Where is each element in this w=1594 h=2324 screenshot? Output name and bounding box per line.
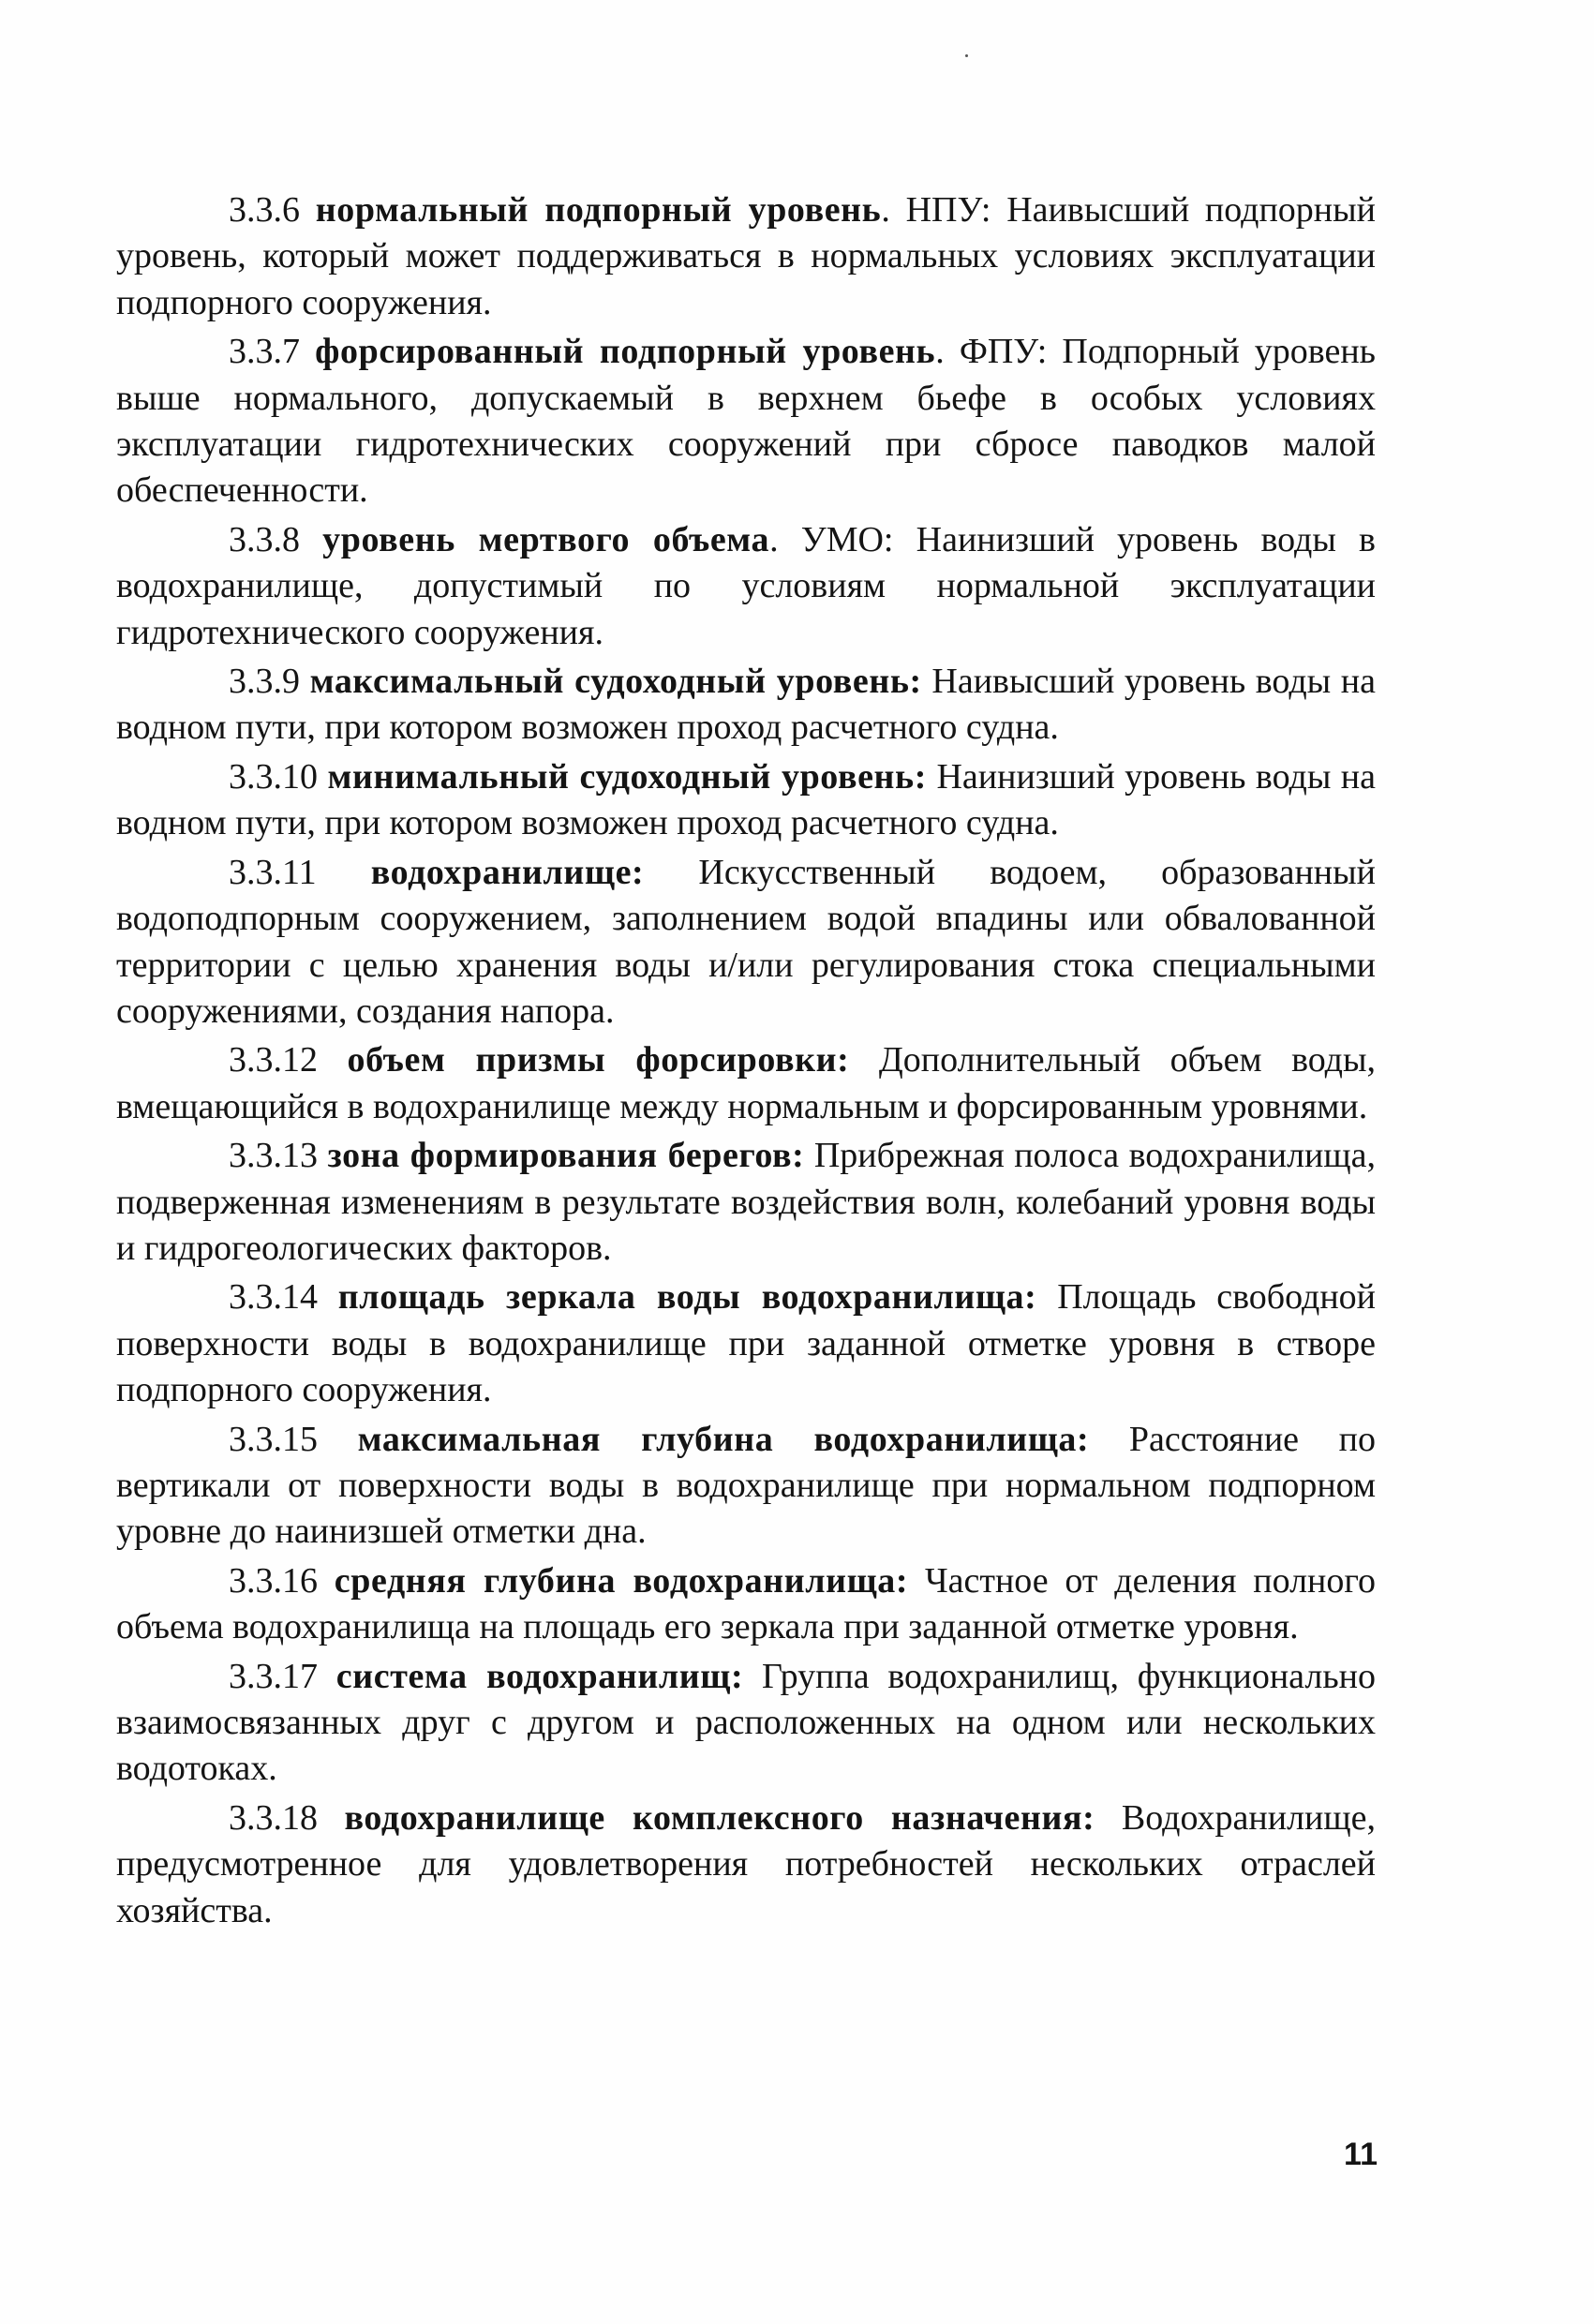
definition-entry <box>116 1417 1376 1556</box>
entry-abbreviation: НПУ: <box>905 190 991 230</box>
entry-definition: Искусственный водоем, образованный водоподпорным сооружением, заполнением водой впадины или обвалованной территории с целью хранения воды и/или регулирования стока специальными сооружениями, создания напора. <box>116 852 1376 1031</box>
entry-separator: . <box>881 190 906 230</box>
entry-number: 3.3.7 <box>229 332 300 372</box>
definition-entry <box>116 1274 1376 1413</box>
entry-number: 3.3.17 <box>229 1656 318 1696</box>
entry-number: 3.3.6 <box>229 190 300 230</box>
entry-definition: Расстояние по вертикали от поверхности воды в водохранилище при нормальном подпорном уровне до наинизшей отметки дна. <box>116 1419 1376 1552</box>
entry-definition: Наивысший уровень воды на водном пути, при котором возможен проход расчетного судна. <box>116 662 1377 748</box>
entry-definition: Водохранилище, предусмотренное для удовлетворения потребностей нескольких отраслей хозяйства. <box>116 1797 1376 1930</box>
entry-term: площадь зеркала воды водохранилища: <box>337 1277 1037 1318</box>
entry-abbreviation: УМО: <box>800 519 894 559</box>
entry-term: максимальная глубина водохранилища: <box>357 1419 1090 1459</box>
entry-number: 3.3.13 <box>229 1136 318 1176</box>
entry-number: 3.3.8 <box>229 519 300 559</box>
definition-entry <box>116 850 1376 1035</box>
definition-entry <box>116 1133 1376 1272</box>
entry-definition: Частное от деления полного объема водохранилища на площадь его зеркала при заданной отметке уровня. <box>116 1560 1377 1647</box>
entry-abbreviation: ФПУ: <box>959 332 1048 372</box>
entry-term: система водохранилищ: <box>335 1656 744 1696</box>
entry-separator: . <box>769 519 801 559</box>
entry-definition: Наинизший уровень воды в водохранилище, допустимый по условиям нормальной эксплуатации гидротехнического сооружения. <box>116 519 1377 652</box>
entry-term: уровень мертвого объема <box>322 519 770 559</box>
entry-number: 3.3.12 <box>229 1040 318 1080</box>
definitions-text <box>116 187 1376 1937</box>
entry-term: водохранилище комплексного назначения: <box>344 1797 1095 1838</box>
entry-term: средняя глубина водохранилища: <box>334 1560 909 1601</box>
definition-entry <box>116 1037 1376 1130</box>
entry-definition: Прибрежная полоса водохранилища, подверженная изменениям в результате воздействия волн, колебаний уровня воды и гидрогеологических факторов. <box>116 1136 1377 1268</box>
entry-term: объем призмы форсировки: <box>347 1040 850 1080</box>
definition-entry <box>116 1654 1376 1793</box>
definition-entry <box>116 754 1376 847</box>
entry-number: 3.3.11 <box>229 852 317 892</box>
entry-number: 3.3.18 <box>229 1797 318 1838</box>
entry-definition: Дополнительный объем воды, вмещающийся в водохранилище между нормальным и форсированным уровнями. <box>116 1040 1377 1126</box>
definition-entry <box>116 517 1376 656</box>
entry-definition: Подпорный уровень выше нормального, допускаемый в верхнем бьефе в особых условиях эксплуатации гидротехнических сооружений при сбросе паводков малой обеспеченности. <box>116 332 1377 511</box>
definition-entry <box>116 659 1376 752</box>
entry-number: 3.3.9 <box>229 662 300 702</box>
entry-term: максимальный судоходный уровень: <box>309 662 922 702</box>
entry-number: 3.3.10 <box>229 756 318 797</box>
entry-term: минимальный судоходный уровень: <box>327 756 927 797</box>
entry-term: зона формирования берегов: <box>327 1136 805 1176</box>
entry-number: 3.3.15 <box>229 1419 318 1459</box>
entry-definition: Наинизший уровень воды на водном пути, при котором возможен проход расчетного судна. <box>116 756 1377 843</box>
entry-number: 3.3.16 <box>229 1560 318 1601</box>
entry-term: водохранилище: <box>370 852 645 892</box>
entry-definition: Группа водохранилищ, функционально взаимосвязанных друг с другом и расположенных на одном или нескольких водотоках. <box>116 1656 1377 1789</box>
entry-term: нормальный подпорный уровень <box>315 190 882 230</box>
definition-entry <box>116 1795 1376 1934</box>
scan-speck <box>965 54 968 57</box>
entry-definition: Площадь свободной поверхности воды в водохранилище при заданной отметке уровня в створе подпорного сооружения. <box>116 1277 1377 1410</box>
definition-entry <box>116 1558 1376 1651</box>
entry-number: 3.3.14 <box>229 1277 318 1318</box>
entry-definition: Наивысший подпорный уровень, который может поддерживаться в нормальных условиях эксплуатации подпорного сооружения. <box>116 190 1376 322</box>
definition-entry <box>116 187 1376 326</box>
entry-separator: . <box>935 332 960 372</box>
entry-term: форсированный подпорный уровень <box>315 332 936 372</box>
page-number: 11 <box>1344 2137 1378 2172</box>
definition-entry <box>116 329 1376 514</box>
